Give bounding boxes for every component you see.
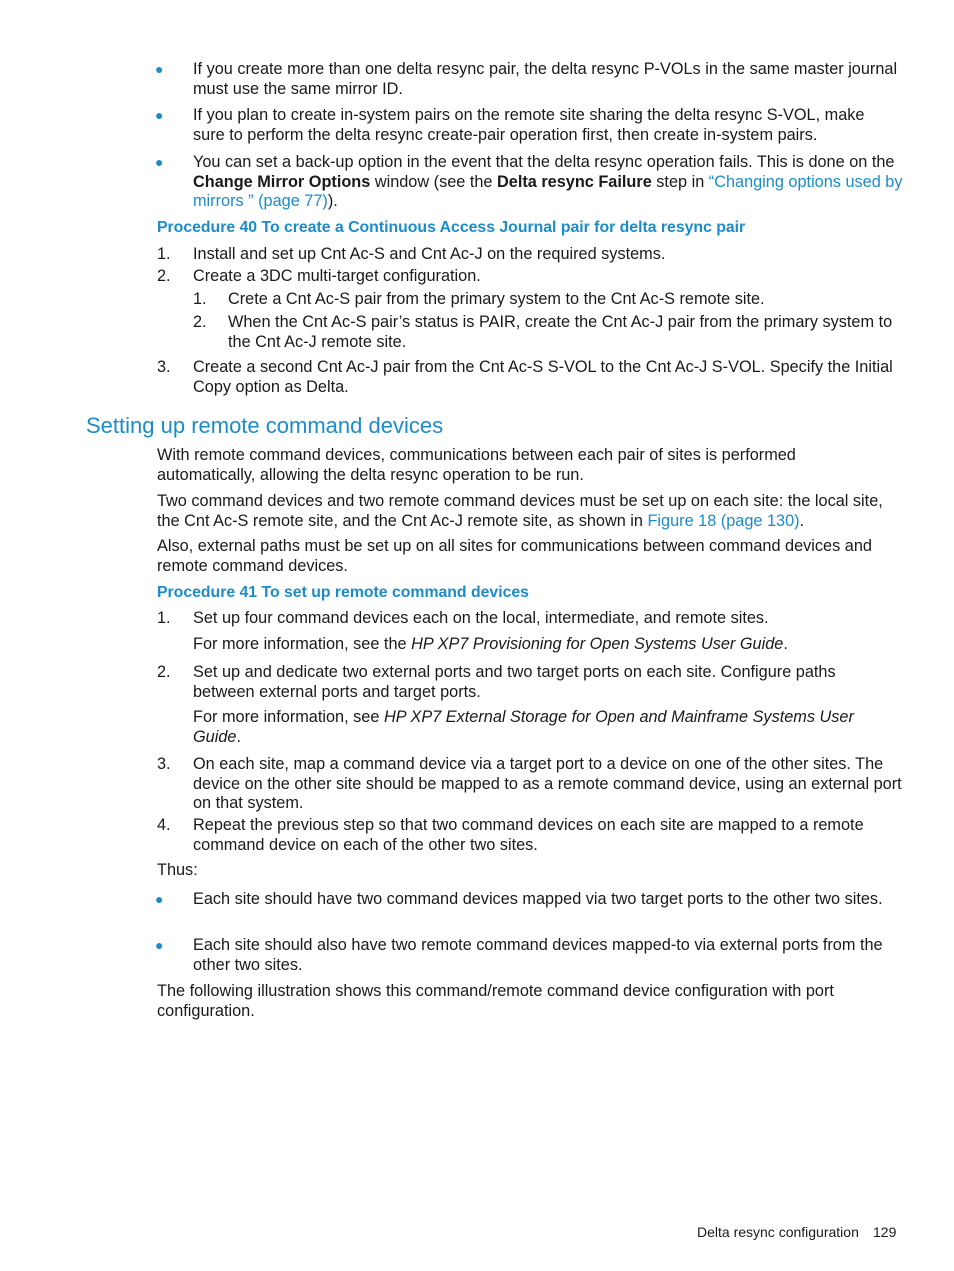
- step-text: Set up and dedicate two external ports and two target ports on each site. Configure paths between external ports and target ports.: [193, 663, 836, 701]
- bullet-marker: ●: [155, 61, 164, 77]
- text-run: .: [783, 635, 788, 653]
- section-title: Setting up remote command devices: [86, 413, 444, 438]
- text-run: Two command devices and two remote command devices must be set up on each site: the local site, the Cnt Ac-S remote site, and the Cnt Ac-J remote site, as shown in: [157, 492, 883, 530]
- procedure-40-title: Procedure 40 To create a Continuous Access Journal pair for delta resync pair: [157, 219, 746, 236]
- bullet-marker: ●: [155, 937, 164, 953]
- step-number: 1.: [157, 609, 171, 627]
- section-paragraph: Also, external paths must be set up on all sites for communications between command devices and remote command devices.: [157, 537, 872, 575]
- step-number: 1.: [157, 245, 171, 263]
- bullet-text: Each site should also have two remote command devices mapped-to via external ports from the other two sites.: [193, 936, 883, 974]
- step-number: 2.: [157, 663, 171, 681]
- bullet-text: If you plan to create in-system pairs on the remote site sharing the delta resync S-VOL, make sure to perform the delta resync create-pair operation first, then create in-system pairs.: [193, 106, 865, 144]
- bullet-marker: ●: [155, 891, 164, 907]
- procedure-41-title: Procedure 41 To set up remote command devices: [157, 584, 529, 601]
- text-run: .: [236, 727, 241, 746]
- page-number: 129: [873, 1224, 897, 1240]
- step-text: Repeat the previous step so that two command devices on each site are mapped to a remote command device on each of the other two sites.: [193, 816, 864, 854]
- step-text: Set up four command devices each on the local, intermediate, and remote sites.: [193, 609, 769, 627]
- text-run: window (see the: [370, 172, 497, 191]
- bullet-marker: ●: [155, 107, 164, 123]
- step-text: Create a 3DC multi-target configuration.: [193, 267, 481, 285]
- section-paragraph: With remote command devices, communications between each pair of sites is performed automatically, allowing the delta resync operation to be run.: [157, 446, 796, 484]
- bullet-text: If you create more than one delta resync pair, the delta resync P-VOLs in the same master journal must use the same mirror ID.: [193, 60, 898, 98]
- bullet-text-backup-option: [193, 153, 903, 212]
- guide-title: HP XP7 Provisioning for Open Systems User Guide: [411, 635, 784, 653]
- bullet-text: Each site should have two command devices mapped via two target ports to the other two sites.: [193, 890, 883, 908]
- step-number: 3.: [157, 358, 171, 376]
- text-run: For more information, see the: [193, 635, 412, 653]
- text-run: .: [799, 511, 805, 530]
- step-number: 4.: [157, 816, 171, 834]
- step-note: [193, 708, 893, 747]
- bullet-marker: ●: [155, 154, 164, 170]
- text-run: You can set a back-up option in the event that the delta resync operation fails. This is done on the: [193, 153, 895, 171]
- substep-number: 1.: [193, 290, 207, 308]
- guide-title: HP XP7 External Storage for Open and Mainframe Systems User Guide: [193, 708, 854, 746]
- substep-text: Crete a Cnt Ac-S pair from the primary system to the Cnt Ac-S remote site.: [228, 290, 765, 308]
- step-number: 2.: [157, 267, 171, 285]
- closing-paragraph: The following illustration shows this command/remote command device configuration with port configuration.: [157, 982, 834, 1020]
- step-note: [193, 635, 898, 655]
- thus-label: Thus:: [157, 861, 198, 879]
- section-paragraph: [157, 492, 897, 531]
- text-run: ).: [327, 192, 338, 210]
- step-number: 3.: [157, 755, 171, 773]
- figure-reference-link[interactable]: Figure 18 (page 130): [647, 511, 800, 530]
- step-text: Install and set up Cnt Ac-S and Cnt Ac-J on the required systems.: [193, 245, 666, 263]
- step-text: Create a second Cnt Ac-J pair from the Cnt Ac-S S-VOL to the Cnt Ac-J S-VOL. Specify the Initial Copy option as Delta.: [193, 358, 893, 396]
- substep-number: 2.: [193, 313, 207, 331]
- text-run: step in: [651, 172, 709, 191]
- ui-term-change-mirror-options: Change Mirror Options: [193, 172, 371, 191]
- cross-reference-link[interactable]: “Changing options used by mirrors ” (page 77): [193, 172, 903, 210]
- footer-section-name: Delta resync configuration: [697, 1224, 859, 1240]
- substep-text: When the Cnt Ac-S pair’s status is PAIR, create the Cnt Ac-J pair from the primary system to the Cnt Ac-J remote site.: [228, 313, 893, 351]
- ui-term-delta-resync-failure: Delta resync Failure: [497, 172, 652, 191]
- step-text: On each site, map a command device via a target port to a device on one of the other sites. The device on the other site should be mapped to as a remote command device, using an external port on that system.: [193, 755, 902, 812]
- text-run: For more information, see: [193, 708, 384, 726]
